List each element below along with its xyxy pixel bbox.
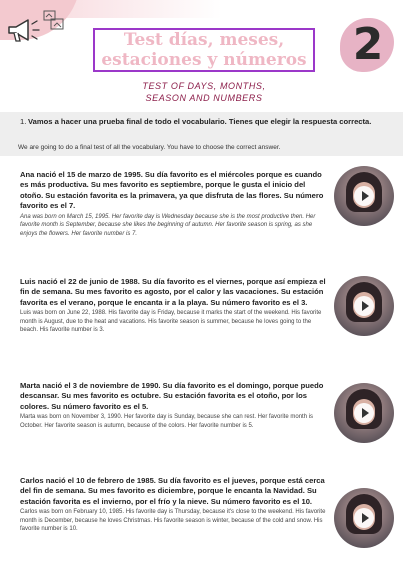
instructions-english: We are going to do a final test of all the vocabulary. You have to choose the correct answer. xyxy=(18,144,281,151)
entry-english: Ana was born on March 15, 1995. Her favorite day is Wednesday because she is the most productive then. Her favorite month is September, because she likes the beginning of autumn. Her favorite season is spring, as she enjoys the flowers. Her favorite number is 7. xyxy=(20,213,316,237)
number-badge: 2 xyxy=(352,19,384,70)
subtitle-line-1: TEST OF DAYS, MONTHS, xyxy=(142,81,266,91)
video-thumbnail[interactable] xyxy=(334,166,394,226)
decorative-frames-icon xyxy=(42,8,66,32)
subtitle-line-2: SEASON AND NUMBERS xyxy=(145,93,263,103)
play-icon[interactable] xyxy=(354,296,374,316)
entry-spanish: Carlos nació el 10 de febrero de 1985. Su día favorito es el jueves, porque está cerca del fin de semana. Su mes favorito es diciembre, porque le encanta la Navidad. Su estación favorita es el invierno, por el frío y la nieve. Su número favorito es el 10. xyxy=(20,476,325,506)
entry-luis xyxy=(20,277,326,335)
entry-spanish: Luis nació el 22 de junio de 1988. Su día favorito es el viernes, porque así empieza el fin de semana. Su mes favorito es agosto, por el calor y las vacaciones. Su estación favorita es el verano, porque le encanta ir a la playa. Su número favorito es el 3. xyxy=(20,277,326,307)
entry-english: Carlos was born on February 10, 1985. His favorite day is Thursday, because it's close to the weekend. His favorite month is December, because he loves Christmas. His favorite season is winter, because of the cold and snow. His favorite number is 10. xyxy=(20,509,326,533)
megaphone-icon xyxy=(6,16,40,44)
entry-english: Marta was born on November 3, 1990. Her favorite day is Sunday, because she can rest. Her favorite month is October. Her favorite season is autumn, because of the colors. Her favorite number is 5. xyxy=(20,414,314,429)
entry-carlos xyxy=(20,476,326,534)
video-thumbnail[interactable] xyxy=(334,488,394,548)
entry-ana xyxy=(20,170,326,238)
video-thumbnail[interactable] xyxy=(334,383,394,443)
play-icon[interactable] xyxy=(354,186,374,206)
instructions-number: 1. xyxy=(20,117,27,126)
page-title xyxy=(93,28,315,72)
title-line-1: Test días, meses, xyxy=(123,30,285,50)
video-thumbnail[interactable] xyxy=(334,276,394,336)
page-subtitle xyxy=(93,80,315,104)
instructions-spanish xyxy=(20,117,388,127)
instructions-spanish-text: Vamos a hacer una prueba final de todo el vocabulario. Tienes que elegir la respuesta correcta. xyxy=(28,117,372,126)
entry-spanish: Ana nació el 15 de marzo de 1995. Su día favorito es el miércoles porque es cuando es más productiva. Su mes favorito es septiembre, porque le gusta el inicio del otoño. Su estación favorita es la primavera, ya que disfruta de las flores. Su número favorito es el 7. xyxy=(20,170,324,211)
title-line-2: estaciones y números xyxy=(101,50,307,70)
entry-marta xyxy=(20,381,326,430)
play-icon[interactable] xyxy=(354,403,374,423)
entry-english: Luis was born on June 22, 1988. His favorite day is Friday, because it marks the start of the weekend. His favorite month is August, due to the heat and vacations. His favorite season is summer, because he loves going to the beach. His favorite number is 3. xyxy=(20,310,322,334)
entry-spanish: Marta nació el 3 de noviembre de 1990. Su día favorito es el domingo, porque puedo descansar. Su mes favorito es octubre. Su estación favorita es el otoño, por los colores. Su número favorito es el 5. xyxy=(20,381,324,411)
play-icon[interactable] xyxy=(354,508,374,528)
